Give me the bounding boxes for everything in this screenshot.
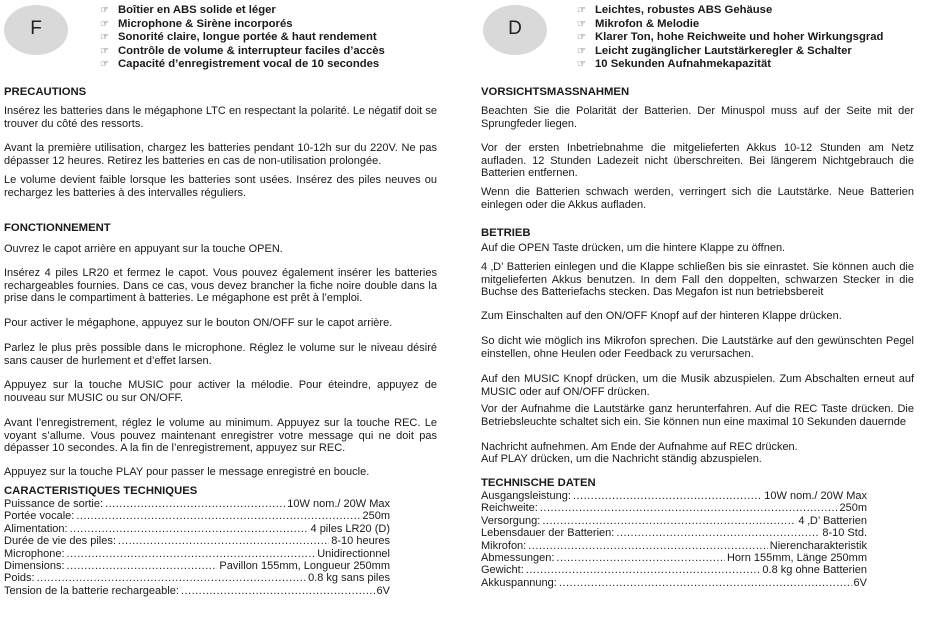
paragraph: Avant la première utilisation, chargez les batteries pendant 10-12h sur du 220V. Ne pas dépasser 12 heures. Retirez les batteries en cas de non-utilisation prolongée. — [4, 142, 437, 167]
feature-item: ☞ Boîtier en ABS solide et léger — [100, 4, 276, 16]
section-heading-operation: BETRIEB — [481, 227, 531, 239]
spec-row: Abmessungen: ..... Horn 155mm, Länge 250mm — [481, 552, 867, 564]
paragraph: Pour activer le mégaphone, appuyez sur le bouton ON/OFF sur le capot arrière. — [4, 317, 393, 329]
section-heading-specs: TECHNISCHE DATEN — [481, 477, 596, 489]
feature-list-french — [100, 4, 385, 72]
feature-item: ☞ Microphone & Sirène incorporés — [100, 17, 293, 30]
paragraph: So dicht wie möglich ins Mikrofon sprechen. Die Lautstärke auf den gewünschten Pegel einstellen, ohne Heulen oder Feedback zu verursachen. — [481, 335, 914, 360]
paragraph: Auf den MUSIC Knopf drücken, um die Musik abzuspielen. Zum Abschalten erneut auf MUSIC oder auf ON/OFF drücken. — [481, 373, 914, 398]
spec-list-german — [481, 490, 867, 589]
feature-item: ☞ Klarer Ton, hohe Reichweite und hoher Wirkungsgrad — [577, 31, 884, 44]
paragraph: Avant l’enregistrement, réglez le volume au minimum. Appuyez sur la touche REC. Le voyant s’allume. Vous pouvez maintenant enregistrer votre message qui ne doit pas dépasser 10 secondes. A la fin de l’enregistrement, appuyez sur REC. — [4, 417, 437, 454]
spec-row: Durée de vie des piles: ..... 8-10 heures — [4, 535, 390, 547]
spec-row: Ausgangsleistung: ..... 10W nom./ 20W Max — [481, 490, 867, 502]
spec-row: Poids: ..... 0.8 kg sans piles — [4, 572, 390, 584]
pointing-hand-icon: ☞ — [100, 5, 109, 16]
pointing-hand-icon: ☞ — [577, 59, 586, 71]
pointing-hand-icon: ☞ — [577, 45, 586, 57]
spec-row: Versorgung: ..... 4 ‚D’ Batterien — [481, 515, 867, 527]
feature-item: ☞ Mikrofon & Melodie — [577, 17, 700, 30]
spec-list-french — [4, 498, 390, 597]
language-badge-french — [4, 5, 68, 55]
spec-row: Tension de la batterie rechargeable: ..... 6V — [4, 585, 390, 597]
spec-row: Puissance de sortie: ..... 10W nom./ 20W Max — [4, 498, 390, 510]
spec-row: Mikrofon: ..... Nierencharakteristik — [481, 540, 867, 552]
paragraph: Beachten Sie die Polarität der Batterien. Der Minuspol muss auf der Seite mit der Sprungfeder liegen. — [481, 105, 914, 130]
section-heading-operation: FONCTIONNEMENT — [4, 222, 111, 234]
french-column — [4, 0, 437, 633]
pointing-hand-icon: ☞ — [577, 5, 586, 16]
badge-letter: F — [30, 18, 42, 39]
spec-row: Lebensdauer der Batterien: ..... 8-10 Std. — [481, 527, 867, 539]
section-heading-precautions: VORSICHTSMASSNAHMEN — [481, 86, 630, 98]
paragraph: Vor der ersten Inbetriebnahme die mitgelieferten Akkus 10-12 Stunden am Netz aufladen. 12 Stunden Ladezeit nicht überschreiten. Bei längerem Nichtgebrauch die Batterien entfernen. — [481, 142, 914, 179]
paragraph: Nachricht aufnehmen. Am Ende der Aufnahme auf REC drücken. — [481, 441, 798, 453]
feature-item: ☞ Leichtes, robustes ABS Gehäuse — [577, 4, 773, 16]
spec-row: Microphone: ..... Unidirectionnel — [4, 548, 390, 560]
feature-item: ☞ Contrôle de volume & interrupteur faciles d’accès — [100, 44, 385, 57]
german-column — [481, 0, 914, 633]
spec-row: Gewicht: ..... 0.8 kg ohne Batterien — [481, 564, 867, 576]
spec-row: Akkuspannung: ..... 6V — [481, 577, 867, 589]
spec-row: Portée vocale: ..... 250m — [4, 510, 390, 522]
pointing-hand-icon: ☞ — [100, 45, 109, 57]
pointing-hand-icon: ☞ — [100, 18, 109, 30]
pointing-hand-icon: ☞ — [577, 18, 586, 30]
badge-letter: D — [508, 18, 522, 39]
feature-item: ☞ Leicht zugänglicher Lautstärkeregler & Schalter — [577, 44, 852, 57]
feature-item: ☞ Sonorité claire, longue portée & haut rendement — [100, 31, 377, 44]
paragraph: Appuyez sur la touche PLAY pour passer le message enregistré en boucle. — [4, 466, 370, 478]
paragraph: Parlez le plus près possible dans le microphone. Réglez le volume sur le niveau désiré sans causer de hurlement et d’effet larsen. — [4, 342, 437, 367]
paragraph: Insérez les batteries dans le mégaphone LTC en respectant la polarité. Le négatif doit se trouver du côté des ressorts. — [4, 105, 437, 130]
language-badge-german — [483, 5, 547, 55]
paragraph: Auf PLAY drücken, um die Nachricht ständig abzuspielen. — [481, 453, 762, 465]
spec-row: Alimentation: ..... 4 piles LR20 (D) — [4, 523, 390, 535]
section-heading-specs: CARACTERISTIQUES TECHNIQUES — [4, 485, 198, 497]
feature-item: ☞ 10 Sekunden Aufnahmekapazität — [577, 58, 771, 71]
paragraph: Zum Einschalten auf den ON/OFF Knopf auf der hinteren Klappe drücken. — [481, 310, 842, 322]
paragraph: Appuyez sur la touche MUSIC pour activer la mélodie. Pour éteindre, appuyez de nouveau sur MUSIC ou sur ON/OFF. — [4, 379, 437, 404]
paragraph: Auf die OPEN Taste drücken, um die hintere Klappe zu öffnen. — [481, 242, 786, 254]
pointing-hand-icon: ☞ — [100, 32, 109, 44]
paragraph: Wenn die Batterien schwach werden, verringert sich die Lautstärke. Neue Batterien einlegen oder die Akkus aufladen. — [481, 186, 914, 211]
section-heading-precautions: PRECAUTIONS — [4, 86, 87, 98]
paragraph: 4 ‚D’ Batterien einlegen und die Klappe schließen bis sie einrastet. Sie können auch die mitgelieferten Akkus benutzen. In dem Fall den doppelten, schwarzen Stecker in die Buchse des Batteriefachs stecken. Das Megafon ist nun betriebsbereit — [481, 261, 914, 298]
pointing-hand-icon: ☞ — [100, 59, 109, 71]
paragraph: Insérez 4 piles LR20 et fermez le capot. Vous pouvez également insérer les batteries rechargeables fournies. Dans ce cas, vous devez brancher la fiche noire double dans la prise dans le compartiment à batteries. Le mégaphone est prêt à l’emploi. — [4, 267, 437, 304]
spec-row: Reichweite: ..... 250m — [481, 502, 867, 514]
spec-row: Dimensions: ..... Pavillon 155mm, Longueur 250mm — [4, 560, 390, 572]
paragraph: Le volume devient faible lorsque les batteries sont usées. Insérez des piles neuves ou rechargez les batteries à des intervalles réguliers. — [4, 174, 437, 199]
feature-list-german — [577, 4, 883, 72]
paragraph: Vor der Aufnahme die Lautstärke ganz herunterfahren. Auf die REC Taste drücken. Die Betriebsleuchte schaltet sich ein. Sie können nun eine maximal 10 Sekunden dauernde — [481, 403, 914, 428]
paragraph: Ouvrez le capot arrière en appuyant sur la touche OPEN. — [4, 243, 283, 255]
pointing-hand-icon: ☞ — [577, 32, 586, 44]
feature-item: ☞ Capacité d’enregistrement vocal de 10 secondes — [100, 58, 380, 71]
